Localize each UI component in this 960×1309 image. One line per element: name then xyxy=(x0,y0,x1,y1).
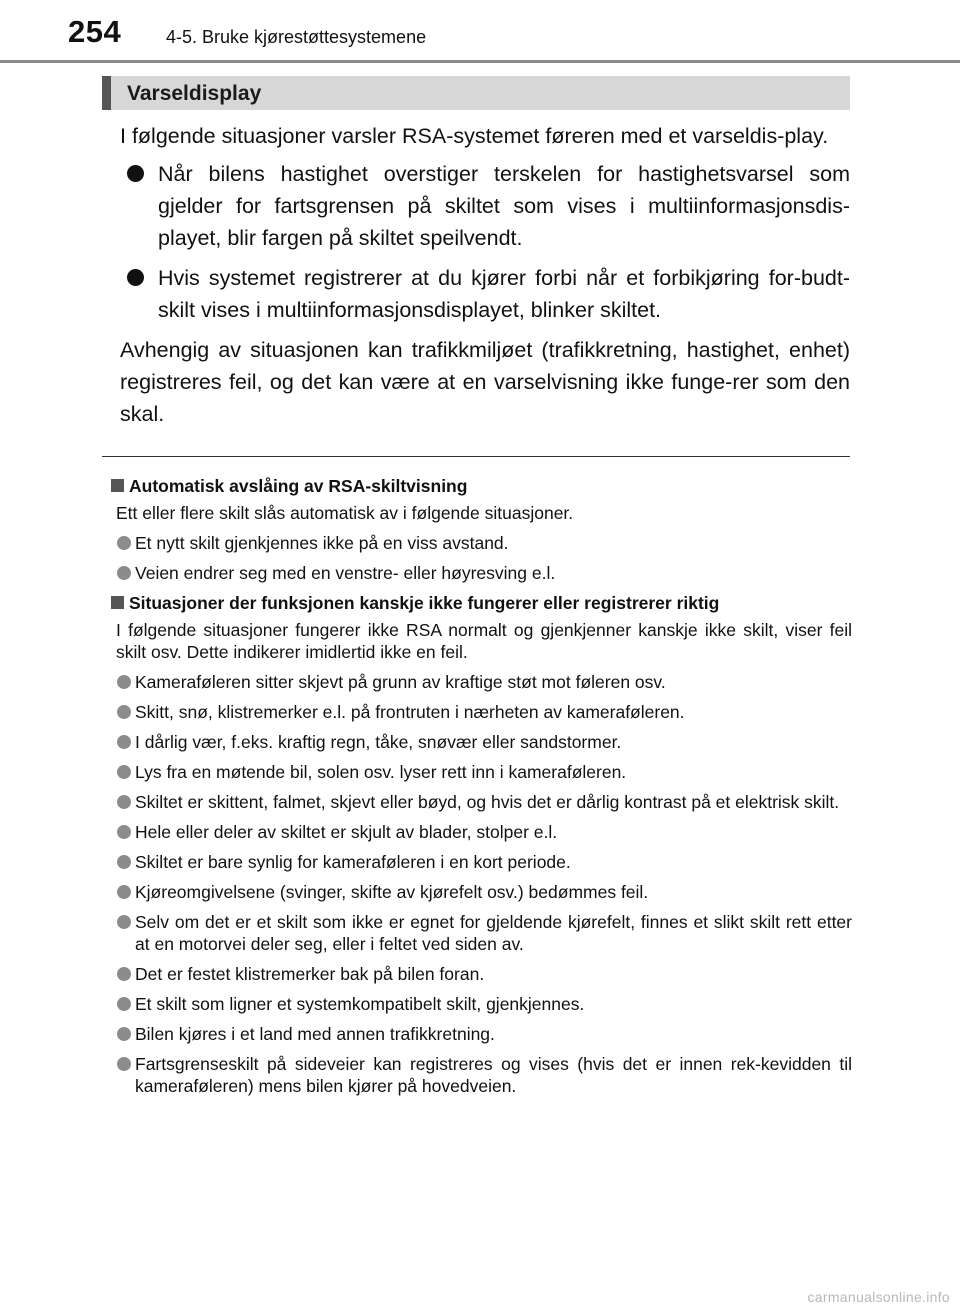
running-head: 4-5. Bruke kjørestøttesystemene xyxy=(166,27,427,47)
list-item xyxy=(110,701,852,723)
bullet-dot-icon xyxy=(117,735,131,749)
footer-watermark-url: carmanualsonline.info xyxy=(807,1289,950,1305)
list-item xyxy=(110,671,852,693)
bullet-dot-icon xyxy=(117,967,131,981)
bullet-dot-icon xyxy=(127,269,144,286)
list-item-text: I dårlig vær, f.eks. kraftig regn, tåke, snøvær eller sandstormer. xyxy=(135,732,622,752)
square-bullet-icon xyxy=(111,596,124,609)
list-item-text: Lys fra en møtende bil, solen osv. lyser rett inn i kameraføleren. xyxy=(135,762,627,782)
list-item xyxy=(110,963,852,985)
main-bullet xyxy=(120,262,850,326)
list-item xyxy=(110,1053,852,1097)
bullet-dot-icon xyxy=(117,825,131,839)
bullet-dot-icon xyxy=(117,855,131,869)
list-item-text: Kameraføleren sitter skjevt på grunn av kraftige støt mot føleren osv. xyxy=(135,672,666,692)
list-item xyxy=(110,731,852,753)
bullet-dot-icon xyxy=(117,675,131,689)
bullet-dot-icon xyxy=(117,765,131,779)
list-item-text: Selv om det er et skilt som ikke er egnet for gjeldende kjørefelt, finnes et slikt skilt rett etter at en motorvei deler seg, eller i feltet ved siden av. xyxy=(135,912,852,954)
list-item-text: Skiltet er bare synlig for kameraføleren i en kort periode. xyxy=(135,852,571,872)
bullet-dot-icon xyxy=(117,885,131,899)
main-bullet-text: Når bilens hastighet overstiger terskelen for hastighetsvarsel som gjelder for fartsgrensen på skiltet som vises i multiinformasjonsdis-playet, blir fargen på skiltet speilvendt. xyxy=(158,162,850,250)
list-item-text: Kjøreomgivelsene (svinger, skifte av kjørefelt osv.) bedømmes feil. xyxy=(135,882,649,902)
list-item xyxy=(110,851,852,873)
intro-paragraph: I følgende situasjoner varsler RSA-systemet føreren med et varseldis-play. xyxy=(120,124,829,148)
note-heading-auto-off xyxy=(110,475,852,497)
list-item-text: Et nytt skilt gjenkjennes ikke på en viss avstand. xyxy=(135,533,509,553)
bullet-dot-icon xyxy=(117,915,131,929)
bullet-dot-icon xyxy=(117,536,131,550)
main-bullet-text: Hvis systemet registrerer at du kjører forbi når et forbikjøring for-budt-skilt vises i multiinformasjonsdisplayet, blinker skiltet. xyxy=(158,266,850,322)
list-item xyxy=(110,791,852,813)
list-item xyxy=(110,761,852,783)
list-item xyxy=(110,881,852,903)
page-header xyxy=(0,0,960,62)
note-heading-text: Automatisk avslåing av RSA-skiltvisning xyxy=(129,476,468,496)
header-rule xyxy=(0,60,960,63)
list-item xyxy=(110,821,852,843)
bullet-dot-icon xyxy=(117,1057,131,1071)
section-heading-bar xyxy=(102,76,850,110)
section-title: Varseldisplay xyxy=(127,82,262,105)
list-item xyxy=(110,562,852,584)
square-bullet-icon xyxy=(111,479,124,492)
note-heading-text: Situasjoner der funksjonen kanskje ikke fungerer eller registrerer riktig xyxy=(129,593,720,613)
list-item xyxy=(110,993,852,1015)
bullet-dot-icon xyxy=(127,165,144,182)
list-item xyxy=(110,911,852,955)
list-item-text: Bilen kjøres i et land med annen trafikkretning. xyxy=(135,1024,495,1044)
bullet-dot-icon xyxy=(117,795,131,809)
list-item-text: Fartsgrenseskilt på sideveier kan registreres og vises (hvis det er innen rek-kevidden til kameraføleren) mens bilen kjører på hovedveien. xyxy=(135,1054,852,1096)
notes-section xyxy=(110,467,852,1105)
page-number: 254 xyxy=(68,14,122,49)
main-bullet xyxy=(120,158,850,254)
note-text: I følgende situasjoner fungerer ikke RSA normalt og gjenkjenner kanskje ikke skilt, viser feil skilt osv. Dette indikerer imidlertid ikke en feil. xyxy=(116,620,852,662)
section-heading-accent xyxy=(102,76,111,110)
list-item-text: Veien endrer seg med en venstre- eller høyresving e.l. xyxy=(135,563,556,583)
list-item xyxy=(110,1023,852,1045)
list-item xyxy=(110,532,852,554)
note-text: Ett eller flere skilt slås automatisk av i følgende situasjoner. xyxy=(116,503,574,523)
list-item-text: Skiltet er skittent, falmet, skjevt eller bøyd, og hvis det er dårlig kontrast på et elektrisk skilt. xyxy=(135,792,840,812)
list-item-text: Et skilt som ligner et systemkompatibelt skilt, gjenkjennes. xyxy=(135,994,585,1014)
bullet-dot-icon xyxy=(117,566,131,580)
main-text xyxy=(120,120,850,436)
notes-divider xyxy=(102,456,850,457)
closing-paragraph: Avhengig av situasjonen kan trafikkmiljøet (trafikkretning, hastighet, enhet) registreres feil, og det kan være at en varselvisning ikke funge-rer som den skal. xyxy=(120,338,850,426)
list-item-text: Hele eller deler av skiltet er skjult av blader, stolper e.l. xyxy=(135,822,558,842)
bullet-dot-icon xyxy=(117,705,131,719)
bullet-dot-icon xyxy=(117,997,131,1011)
list-item-text: Skitt, snø, klistremerker e.l. på frontruten i nærheten av kameraføleren. xyxy=(135,702,685,722)
bullet-dot-icon xyxy=(117,1027,131,1041)
list-item-text: Det er festet klistremerker bak på bilen foran. xyxy=(135,964,485,984)
note-heading-situations xyxy=(110,592,852,614)
